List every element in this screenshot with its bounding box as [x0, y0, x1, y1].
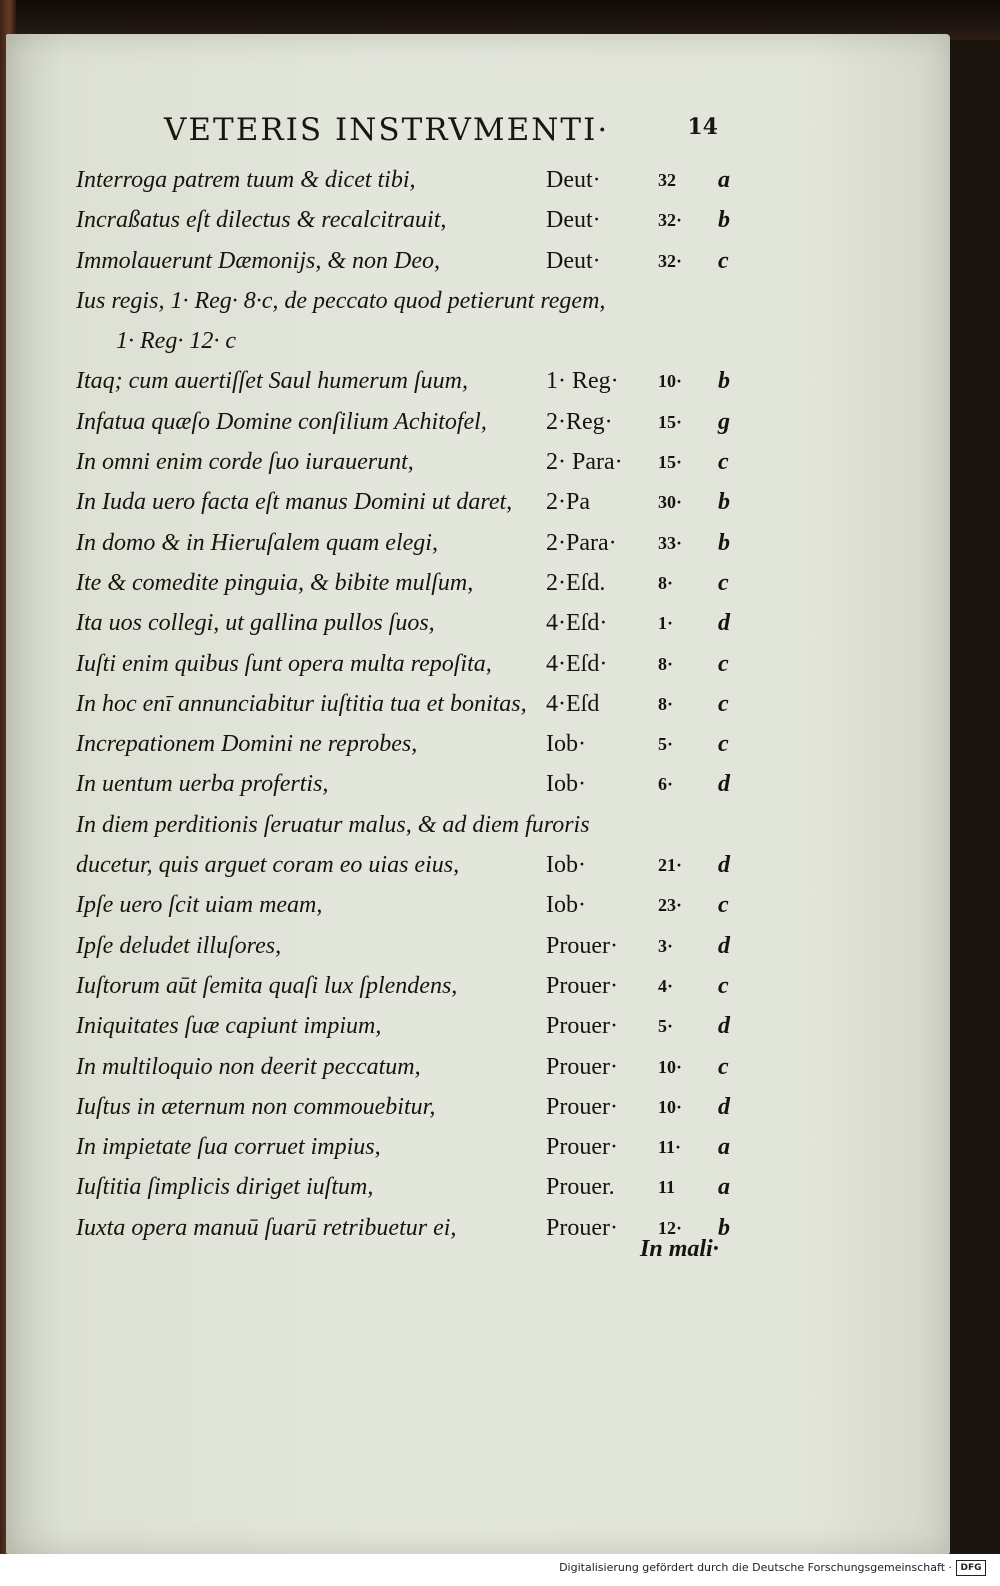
entry-book: Deut·	[546, 167, 601, 193]
index-entry	[76, 805, 741, 845]
entry-book: 2· Para·	[546, 449, 623, 476]
entry-section: c	[718, 449, 729, 476]
entry-section: a	[718, 167, 730, 193]
folio-number: 14	[687, 114, 718, 140]
index-entry	[76, 402, 741, 442]
entry-section: a	[718, 1134, 730, 1161]
index-entry	[76, 442, 741, 482]
entry-chapter: 10·	[658, 371, 683, 392]
entry-chapter: 32	[658, 170, 676, 190]
entry-section: c	[718, 690, 729, 717]
entry-book: Deut·	[546, 207, 601, 234]
entry-text: In multiloquio non deerit peccatum,	[76, 1053, 421, 1080]
entry-book: 1· Reg·	[546, 368, 619, 395]
entry-section: c	[718, 731, 729, 758]
index-entry	[76, 361, 741, 401]
entry-chapter: 10·	[658, 1056, 683, 1077]
entry-chapter: 21·	[658, 855, 683, 876]
entry-book: 4·Eſd	[546, 690, 600, 717]
digitization-footer	[0, 1554, 1000, 1586]
entry-text: Itaq; cum auertiſſet Saul humerum ſuum,	[76, 368, 468, 395]
entry-text: In Iuda uero facta eſt manus Domini ut daret,	[76, 489, 513, 516]
entry-text: Iuſtitia ſimplicis diriget iuſtum,	[76, 1174, 374, 1201]
index-entry	[76, 160, 741, 200]
entry-text: In uentum uerba profertis,	[76, 771, 329, 798]
index-entry	[76, 926, 741, 966]
entry-book: Prouer·	[546, 972, 618, 999]
entry-book: Prouer·	[546, 1214, 618, 1241]
entry-chapter: 10·	[658, 1096, 683, 1117]
funding-credit: Digitalisierung gefördert durch die Deutsche Forschungsgemeinschaft ·	[559, 1561, 952, 1574]
entry-book: Prouer·	[546, 932, 618, 959]
page-header	[164, 112, 724, 162]
entry-section: d	[718, 610, 730, 637]
entry-book: Iob·	[546, 892, 586, 919]
entry-section: b	[718, 207, 730, 234]
entry-chapter: 6·	[658, 774, 674, 795]
index-entry	[76, 644, 741, 684]
entry-chapter: 33·	[658, 532, 683, 553]
entry-book: 2·Eſd.	[546, 569, 606, 596]
entry-section: b	[718, 529, 730, 556]
entry-chapter: 4·	[658, 975, 674, 996]
entry-chapter: 15·	[658, 411, 683, 432]
entry-text: Interroga patrem tuum & dicet tibi,	[76, 167, 416, 193]
entry-text: In diem perditionis ſeruatur malus, & ad diem furoris	[76, 811, 590, 838]
entry-text: Ius regis, 1· Reg· 8·c, de peccato quod petierunt regem,	[76, 287, 606, 314]
entry-section: b	[718, 489, 730, 516]
entry-text: Ite & comedite pinguia, & bibite mulſum,	[76, 569, 474, 596]
entry-book: 4·Eſd·	[546, 650, 608, 677]
index-entry	[76, 1047, 741, 1087]
index-entry	[76, 482, 741, 522]
entry-section: c	[718, 1053, 729, 1080]
entry-section: a	[718, 1174, 730, 1201]
entry-book: Iob·	[546, 771, 586, 798]
entry-chapter: 15·	[658, 452, 683, 473]
entry-section: b	[718, 368, 730, 395]
entry-section: d	[718, 1013, 730, 1040]
entry-book: 4·Eſd·	[546, 610, 608, 637]
entry-text: In domo & in Hieruſalem quam elegi,	[76, 529, 438, 556]
entry-book: Prouer.	[546, 1174, 615, 1201]
index-entries	[76, 160, 741, 1248]
entry-chapter: 8·	[658, 653, 674, 674]
entry-text: Immolauerunt Dæmonijs, & non Deo,	[76, 247, 440, 274]
entry-book: Prouer·	[546, 1013, 618, 1040]
entry-chapter: 1·	[658, 613, 674, 634]
index-entry	[76, 281, 741, 321]
entry-book: Iob·	[546, 731, 586, 758]
index-entry	[76, 1167, 741, 1207]
entry-text: Ipſe deludet illuſores,	[76, 932, 282, 959]
entry-chapter: 12·	[658, 1217, 683, 1238]
entry-book: Prouer·	[546, 1053, 618, 1080]
index-entry	[76, 684, 741, 724]
entry-book: 2·Para·	[546, 529, 617, 556]
entry-text: In omni enim corde ſuo iurauerunt,	[76, 449, 414, 476]
index-entry	[76, 845, 741, 885]
entry-text: ducetur, quis arguet coram eo uias eius,	[76, 852, 460, 879]
entry-book: Prouer·	[546, 1134, 618, 1161]
entry-section: d	[718, 932, 730, 959]
dfg-logo: DFG	[956, 1560, 986, 1576]
entry-section: c	[718, 892, 729, 919]
entry-chapter: 11	[658, 1177, 676, 1198]
entry-chapter: 8·	[658, 572, 674, 593]
entry-chapter: 5·	[658, 734, 674, 755]
index-entry	[76, 1006, 741, 1046]
entry-text: In hoc enī annunciabitur iuſtitia tua et bonitas,	[76, 690, 527, 717]
entry-chapter: 3·	[658, 935, 674, 956]
entry-text: Iuſtorum aūt ſemita quaſi lux ſplendens,	[76, 972, 458, 999]
entry-section: c	[718, 650, 729, 677]
entry-text: Iuſti enim quibus ſunt opera multa repoſita,	[76, 650, 492, 677]
entry-book: 2·Reg·	[546, 408, 613, 435]
index-entry	[76, 1087, 741, 1127]
index-entry	[76, 200, 741, 240]
entry-section: d	[718, 771, 730, 798]
running-title: VETERIS INSTRVMENTI·	[164, 112, 610, 148]
index-entry	[76, 563, 741, 603]
index-entry	[76, 603, 741, 643]
entry-book: 2·Pa	[546, 489, 590, 516]
entry-section: d	[718, 852, 730, 879]
entry-section: g	[718, 408, 730, 435]
entry-text: 1· Reg· 12· c	[116, 328, 236, 355]
entry-chapter: 23·	[658, 895, 683, 916]
entry-section: c	[718, 247, 729, 274]
entry-text: Increpationem Domini ne reprobes,	[76, 731, 418, 758]
entry-text: Ipſe uero ſcit uiam meam,	[76, 892, 323, 919]
index-entry	[76, 764, 741, 804]
entry-section: c	[718, 972, 729, 999]
entry-book: Iob·	[546, 852, 586, 879]
entry-chapter: 5·	[658, 1016, 674, 1037]
entry-text: Iuſtus in æternum non commouebitur,	[76, 1093, 436, 1120]
index-entry	[76, 321, 741, 361]
entry-chapter: 32·	[658, 250, 683, 271]
entry-text: In impietate ſua corruet impius,	[76, 1134, 381, 1161]
entry-text: Iuxta opera manuū ſuarū retribuetur ei,	[76, 1214, 457, 1241]
entry-section: b	[718, 1214, 730, 1241]
entry-text: Iniquitates ſuæ capiunt impium,	[76, 1013, 382, 1040]
entry-text: Infatua quæſo Domine conſilium Achitofel,	[76, 408, 487, 435]
index-entry	[76, 523, 741, 563]
index-entry	[76, 966, 741, 1006]
catchword: In mali·	[640, 1236, 719, 1262]
entry-book: Deut·	[546, 247, 601, 274]
entry-book: Prouer·	[546, 1093, 618, 1120]
entry-chapter: 11·	[658, 1137, 682, 1158]
entry-text: Incraßatus eſt dilectus & recalcitrauit,	[76, 207, 447, 234]
entry-section: c	[718, 569, 729, 596]
index-entry	[76, 724, 741, 764]
index-entry	[76, 1127, 741, 1167]
entry-chapter: 32·	[658, 210, 683, 231]
index-entry	[76, 241, 741, 281]
entry-chapter: 8·	[658, 693, 674, 714]
entry-chapter: 30·	[658, 492, 683, 513]
entry-text: Ita uos collegi, ut gallina pullos ſuos,	[76, 610, 435, 637]
index-entry	[76, 885, 741, 925]
entry-section: d	[718, 1093, 730, 1120]
